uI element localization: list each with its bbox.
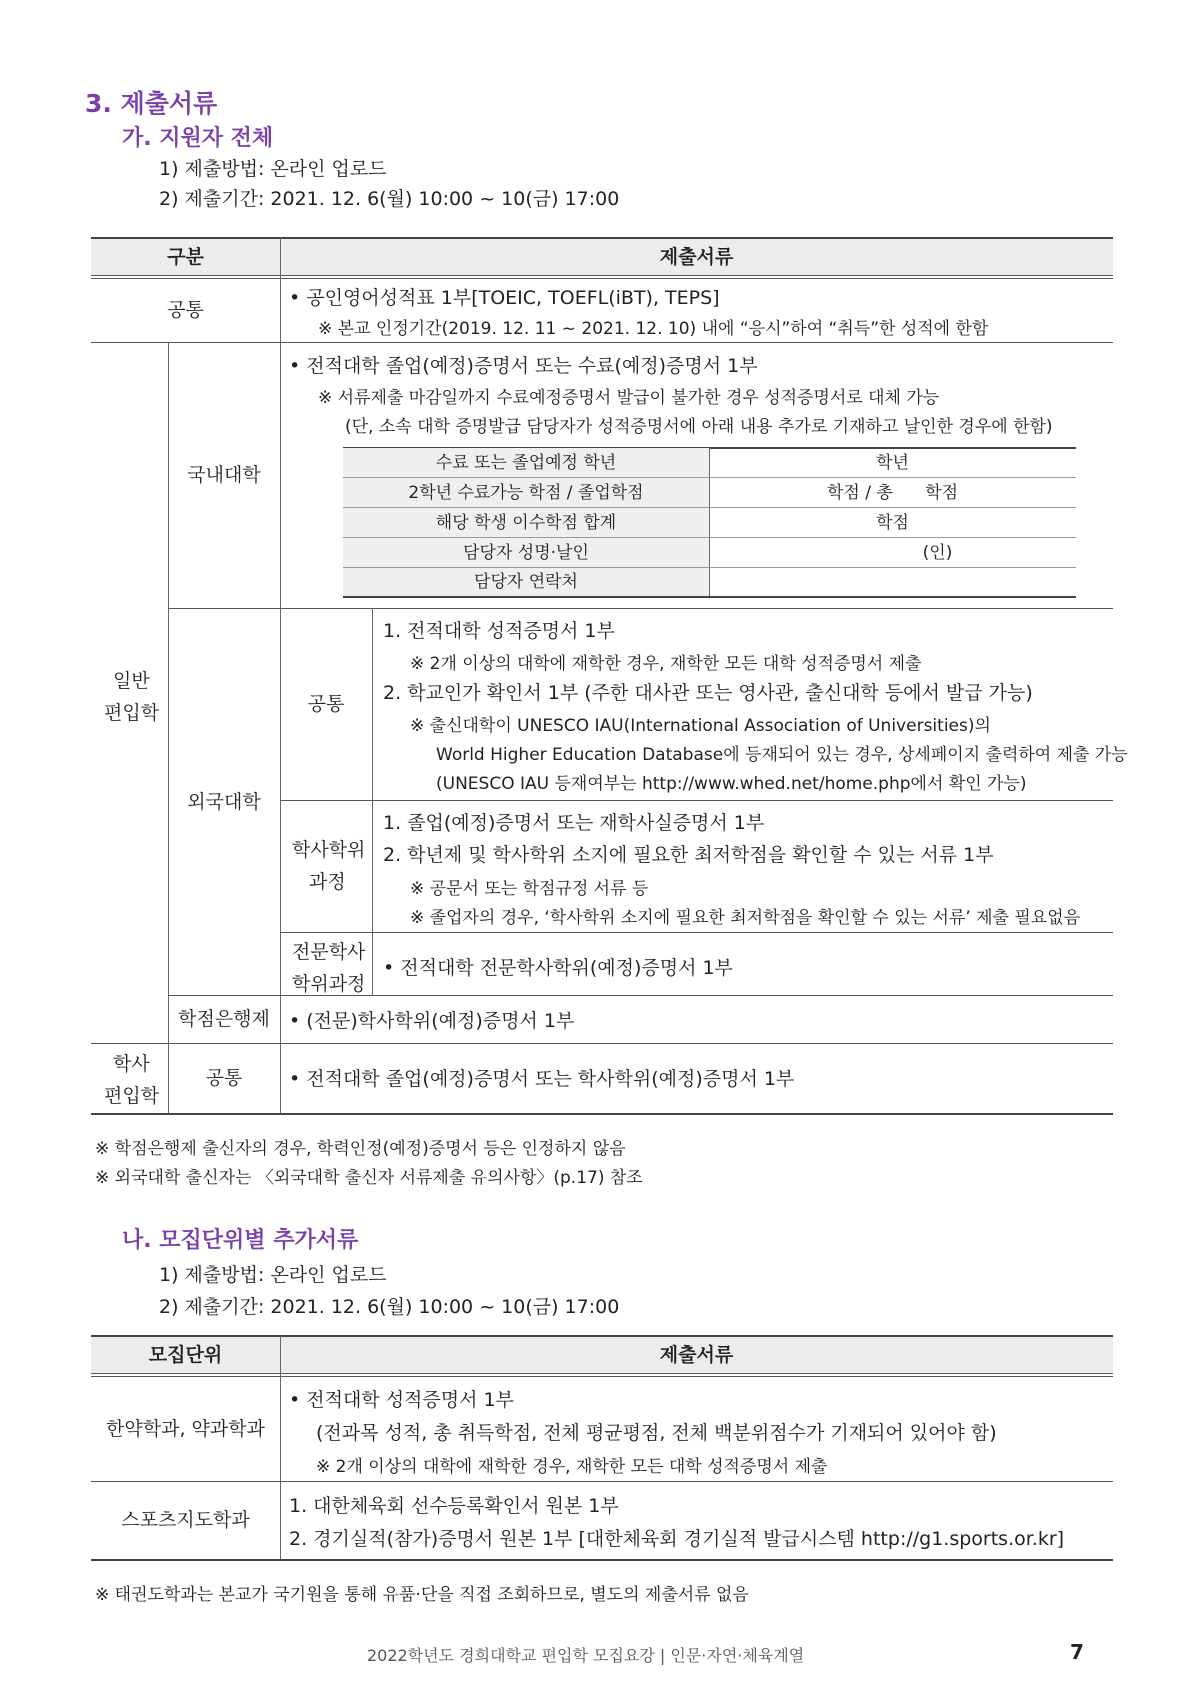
row-label-domestic: 국내대학 xyxy=(187,464,261,486)
submission-method-b: 1) 제출방법: 온라인 업로드 xyxy=(159,1264,387,1286)
foreign-common-1: 1. 전적대학 성적증명서 1부 xyxy=(383,620,615,642)
header-documents: 제출서류 xyxy=(659,1343,734,1366)
common-note: ※ 본교 인정기간(2019. 12. 11 ~ 2021. 12. 10) 내에 “응시”하여 “취득”한 성적에 한함 xyxy=(318,319,989,339)
inner-value xyxy=(709,568,1076,596)
header-recruit-unit: 모집단위 xyxy=(148,1343,223,1366)
sports-item-1: 1. 대한체육회 선수등록확인서 원본 1부 xyxy=(289,1495,619,1517)
header-category: 구분 xyxy=(167,245,204,268)
bachelor-transfer-item: • 전적대학 졸업(예정)증명서 또는 학사학위(예정)증명서 1부 xyxy=(289,1068,795,1090)
note-a-1: ※ 학점은행제 출신자의 경우, 학력인정(예정)증명서 등은 인정하지 않음 xyxy=(95,1139,626,1159)
row-label-foreign: 외국대학 xyxy=(187,790,261,813)
submission-period-a: 2) 제출기간: 2021. 12. 6(월) 10:00 ~ 10(금) 17:00 xyxy=(159,188,620,210)
section-title: 3. 제출서류 xyxy=(85,89,218,118)
foreign-common-2: 2. 학교인가 확인서 1부 (주한 대사관 또는 영사관, 출신대학 등에서 발급 가능) xyxy=(383,682,1033,704)
row-label-general-2: 편입학 xyxy=(104,702,160,724)
inner-label: 수료 또는 졸업예정 학년 xyxy=(435,452,617,473)
row-label-associate-2: 학위과정 xyxy=(292,973,366,995)
row-label-associate-1: 전문학사 xyxy=(292,941,366,963)
foreign-common-2-note-3: (UNESCO IAU 등재여부는 http://www.whed.net/home.php에서 확인 가능) xyxy=(436,774,1027,794)
submission-period-b: 2) 제출기간: 2021. 12. 6(월) 10:00 ~ 10(금) 17:00 xyxy=(159,1296,620,1318)
inner-label: 담당자 성명·날인 xyxy=(463,542,589,563)
submission-method-a: 1) 제출방법: 온라인 업로드 xyxy=(159,158,387,180)
associate-item: • 전적대학 전문학사학위(예정)증명서 1부 xyxy=(383,957,733,979)
inner-label: 2학년 수료가능 학점 / 졸업학점 xyxy=(408,482,644,503)
inner-value: 학점 / 총 학점 xyxy=(826,482,959,503)
bachelor-item-1: 1. 졸업(예정)증명서 또는 재학사실증명서 1부 xyxy=(383,812,765,834)
note-b: ※ 태권도학과는 본교가 국기원을 통해 유품·단을 직접 조회하므로, 별도의 제출서류 없음 xyxy=(95,1585,749,1605)
pharmacy-sub: (전과목 성적, 총 취득학점, 전체 평균평점, 전체 백분위점수가 기재되어 있어야 함) xyxy=(316,1422,997,1444)
bachelor-note-2: ※ 졸업자의 경우, ‘학사학위 소지에 필요한 최저학점을 확인할 수 있는 서류’ 제출 필요없음 xyxy=(410,908,1081,928)
domestic-item: • 전적대학 졸업(예정)증명서 또는 수료(예정)증명서 1부 xyxy=(289,355,758,377)
inner-label: 해당 학생 이수학점 합계 xyxy=(435,512,617,533)
bachelor-item-2: 2. 학년제 및 학사학위 소지에 필요한 최저학점을 확인할 수 있는 서류 1부 xyxy=(383,844,994,866)
bachelor-note-1: ※ 공문서 또는 학점규정 서류 등 xyxy=(410,879,649,899)
foreign-common-2-note-1: ※ 출신대학이 UNESCO IAU(International Association of Universities)의 xyxy=(410,716,991,736)
row-label-bachelor-1: 학사학위 xyxy=(292,839,366,861)
row-label-bachelor-transfer-common: 공통 xyxy=(205,1067,243,1089)
subsection-a-title: 가. 지원자 전체 xyxy=(122,126,274,151)
foreign-common-2-note-2: World Higher Education Database에 등재되어 있는 경우, 상세페이지 출력하여 제출 가능 xyxy=(436,745,1128,765)
inner-value: 학점 xyxy=(876,512,909,533)
row-label-sports: 스포츠지도학과 xyxy=(121,1509,250,1531)
domestic-note-2: (단, 소속 대학 증명발급 담당자가 성적증명서에 아래 내용 추가로 기재하고 날인한 경우에 한함) xyxy=(345,417,1053,437)
row-label-foreign-common: 공통 xyxy=(307,693,345,715)
row-label-common: 공통 xyxy=(167,299,204,321)
header-documents: 제출서류 xyxy=(659,245,734,268)
pharmacy-item: • 전적대학 성적증명서 1부 xyxy=(289,1389,514,1411)
credit-bank-item: • (전문)학사학위(예정)증명서 1부 xyxy=(289,1010,575,1032)
row-label-bachelor-transfer-2: 편입학 xyxy=(104,1085,160,1107)
domestic-note-1: ※ 서류제출 마감일까지 수료예정증명서 발급이 불가한 경우 성적증명서로 대체 가능 xyxy=(318,388,940,408)
row-label-general-1: 일반 xyxy=(113,670,150,692)
pharmacy-note: ※ 2개 이상의 대학에 재학한 경우, 재학한 모든 대학 성적증명서 제출 xyxy=(316,1457,828,1477)
inner-value: 학년 xyxy=(876,452,909,473)
row-label-bachelor-2: 과정 xyxy=(309,871,346,893)
row-label-credit-bank: 학점은행제 xyxy=(178,1008,270,1030)
note-a-2: ※ 외국대학 출신자는 〈외국대학 출신자 서류제출 유의사항〉(p.17) 참조 xyxy=(95,1168,643,1188)
inner-value: (인) xyxy=(922,542,953,563)
sports-item-2: 2. 경기실적(참가)증명서 원본 1부 [대한체육회 경기실적 발급시스템 http://g1.sports.or.kr] xyxy=(289,1528,1065,1550)
row-label-pharmacy: 한약학과, 약과학과 xyxy=(106,1417,265,1440)
page-number: 7 xyxy=(1070,1640,1084,1664)
foreign-common-1-note: ※ 2개 이상의 대학에 재학한 경우, 재학한 모든 대학 성적증명서 제출 xyxy=(410,654,922,674)
inner-label: 담당자 연락처 xyxy=(474,572,578,592)
footer-text: 2022학년도 경희대학교 편입학 모집요강 | 인문·자연·체육계열 xyxy=(367,1646,805,1665)
subsection-b-title: 나. 모집단위별 추가서류 xyxy=(122,1228,359,1253)
common-item: • 공인영어성적표 1부[TOEIC, TOEFL(iBT), TEPS] xyxy=(289,287,720,309)
row-label-bachelor-transfer-1: 학사 xyxy=(113,1053,150,1075)
